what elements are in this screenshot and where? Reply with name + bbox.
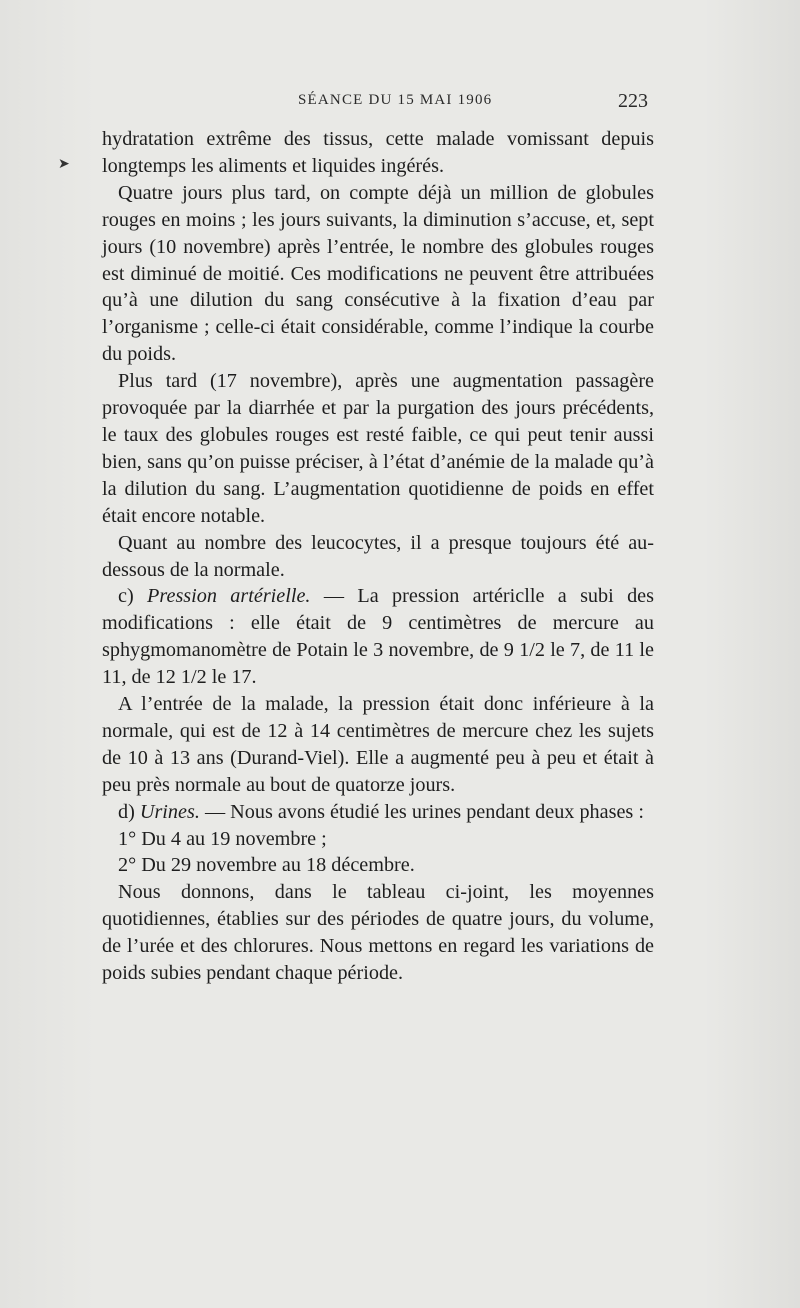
paragraph-10: Nous donnons, dans le tableau ci-joint, les moyennes quotidiennes, établies sur des périodes de quatre jours, du volume, de l’urée et des chlorures. Nous mettons en regard les variations de poids subies pendant chaque période. [102,881,654,985]
paragraph-2: Quatre jours plus tard, on compte déjà un million de globules rouges en moins ; les jours suivants, la diminution s’accuse, et, sept jours (10 novembre) après l’entrée, le nombre des globules rouges est diminué de moitié. Ces modifications ne peuvent être attribuées qu’à une dilution du sang consécutive à la fixation d’eau par l’organisme ; celle-ci était considérable, comme l’indique la courbe du poids. [102,181,654,366]
running-head [0,92,800,116]
list-item-phase-1: 1° Du 4 au 19 novembre ; [118,827,327,850]
section-heading-urines: Urines. [139,800,200,823]
margin-mark-icon: ➤ [58,156,70,172]
section-label-c: c) [118,585,148,608]
paragraph-urines-text: — Nous avons étudié les urines pendant deux phases : [199,800,644,823]
paragraph-pression [102,583,654,691]
list-item-phase-2: 2° Du 29 novembre au 18 décembre. [118,854,415,877]
paragraph-4: Quant au nombre des leucocytes, il a presque toujours été au-dessous de la normale. [102,531,654,581]
paragraph-urines [102,799,654,826]
section-heading-pression: Pression artérielle. [147,585,311,608]
section-label-d: d) [118,800,140,823]
page-number: 223 [618,90,648,112]
paragraph-6: A l’entrée de la malade, la pression était donc inférieure à la normale, qui est de 12 à 14 centimètres de mercure chez les sujets de 10 à 13 ans (Durand-Viel). Elle a augmenté peu à peu et était à peu près normale au bout de quatorze jours. [102,693,654,796]
running-title: SÉANCE DU 15 MAI 1906 [298,92,493,108]
paragraph-pression-text: — La pression artériclle a subi des modifications : elle était de 9 centimètres de mercure au sphygmomanomètre de Potain le 3 novembre, de 9 1/2 le 7, de 11 le 11, de 12 1/2 le 17. [102,585,654,689]
paragraph-3: Plus tard (17 novembre), après une augmentation passagère provoquée par la diarrhée et par la purgation des jours précédents, le taux des globules rouges est resté faible, ce qui peut tenir aussi bien, sans qu’on puisse préciser, à l’état d’anémie de la malade qu’à la dilution du sang. L’augmentation quotidienne de poids en effet était encore notable. [102,370,654,527]
paragraph-1: hydratation extrême des tissus, cette malade vomissant depuis longtemps les aliments et liquides ingérés. [102,128,654,177]
body-text [102,126,654,987]
